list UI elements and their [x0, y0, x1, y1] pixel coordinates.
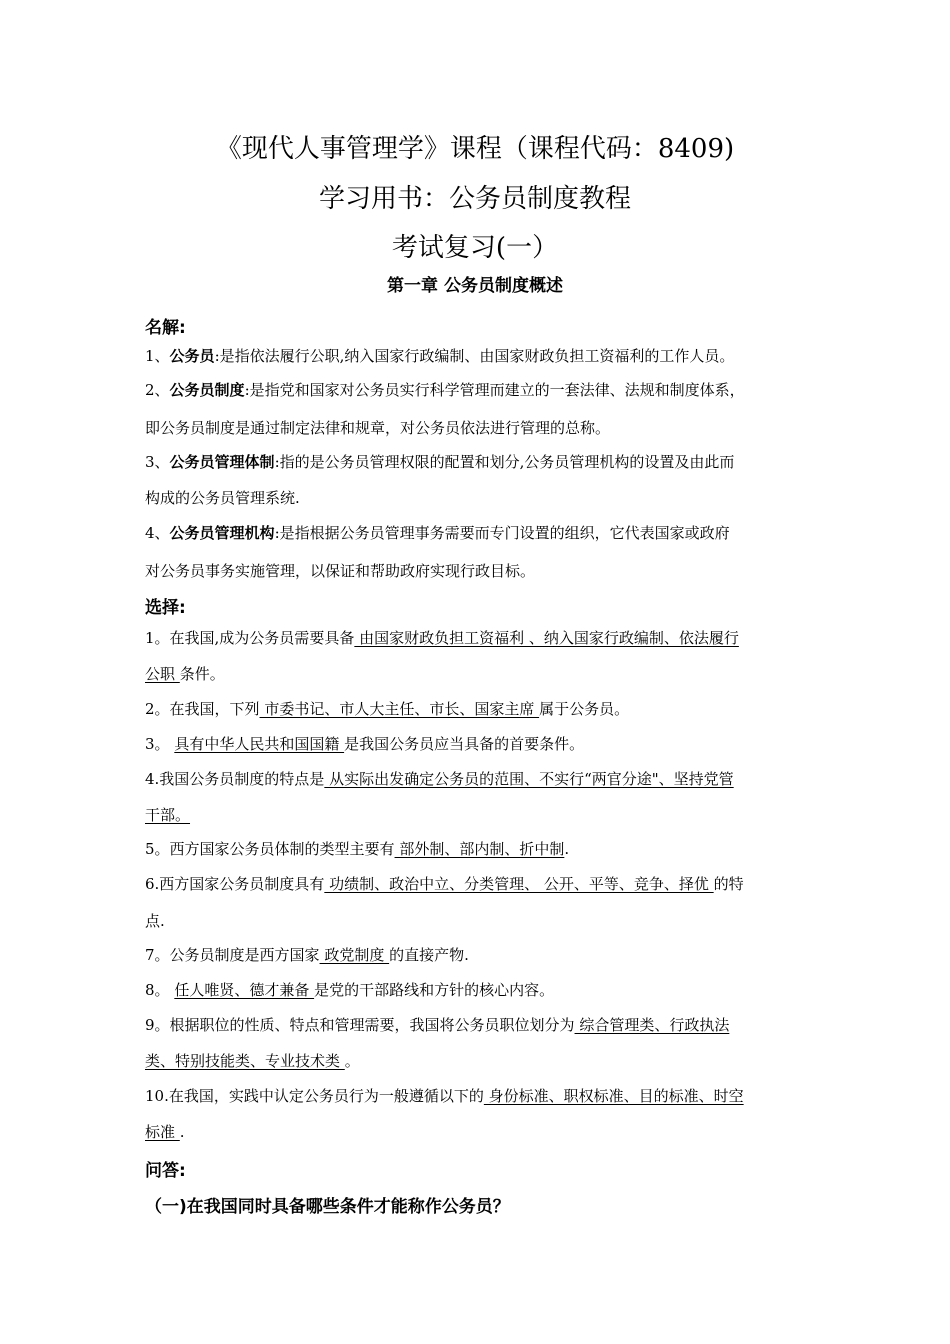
choice-question: 10.在我国，实践中认定公务员行为一般遵循以下的 身份标准、职权标准、目的标准、时空 [145, 1087, 744, 1105]
choice-question: 1。在我国,成为公务员需要具备 由国家财政负担工资福利 、纳入国家行政编制、依法履行 [145, 629, 739, 647]
choice-question-continued [145, 804, 190, 826]
qa-question: （一)在我国同时具备哪些条件才能称作公务员？ [145, 1197, 510, 1217]
choice-question: 5。西方国家公务员体制的类型主要有 部外制、部内制、折中制. [145, 840, 570, 858]
answer-blank: 具有中华人民共和国国籍 [174, 735, 345, 753]
qa-heading: 问答: [145, 1161, 186, 1181]
answer-blank: 政党制度 [319, 946, 390, 964]
choice-question: 3。 具有中华人民共和国国籍 是我国公务员应当具备的首要条件。 [145, 735, 585, 753]
answer-blank: 部外制、部内制、折中制 [394, 840, 565, 858]
choice-question-continued: 公职 条件。 [145, 665, 225, 683]
choice-question: 9。根据职位的性质、特点和管理需要，我国将公务员职位划分为 综合管理类、行政执法 [145, 1016, 730, 1034]
terms-heading: 名解: [145, 318, 186, 338]
answer-blank: 干部。 [145, 806, 191, 824]
answer-blank: 由国家财政负担工资福利 、纳入国家行政编制、依法履行 [354, 629, 739, 647]
choices-heading: 选择: [145, 598, 186, 618]
choice-question-continued: 点. [145, 912, 165, 930]
term-definition-continued: 对公务员事务实施管理，以保证和帮助政府实现行政目标。 [145, 562, 536, 580]
choice-question-continued: 标准 . [145, 1123, 185, 1141]
term-definition: 4、公务员管理机构:是指根据公务员管理事务需要而专门设置的组织，它代表国家或政府 [145, 524, 730, 542]
term-definition: 1、公务员:是指依法履行公职,纳入国家行政编制、由国家财政负担工资福利的工作人员。 [145, 347, 735, 365]
choice-question: 2。在我国，下列 市委书记、市人大主任、市长、国家主席 属于公务员。 [145, 700, 630, 718]
answer-blank: 综合管理类、行政执法 [574, 1016, 730, 1034]
term-definition-continued: 构成的公务员管理系统. [145, 489, 300, 507]
answer-blank: 任人唯贤、德才兼备 [174, 981, 315, 999]
choice-question-continued: 类、特别技能类、专业技术类 。 [145, 1052, 360, 1070]
course-title: 《现代人事管理学》课程（课程代码：8409) [215, 134, 735, 164]
choice-question: 8。 任人唯贤、德才兼备 是党的干部路线和方针的核心内容。 [145, 981, 555, 999]
textbook-title: 学习用书：公务员制度教程 [318, 184, 631, 214]
answer-blank: 市委书记、市人大主任、市长、国家主席 [259, 700, 540, 718]
chapter-heading: 第一章 公务员制度概述 [387, 276, 563, 296]
exam-review-title: 考试复习(一） [391, 233, 559, 263]
term-definition: 2、公务员制度:是指党和国家对公务员实行科学管理而建立的一套法律、法规和制度体系， [145, 381, 745, 399]
answer-blank: 功绩制、政治中立、分类管理、 公开、平等、竞争、择优 [324, 875, 714, 893]
term-definition-continued: 即公务员制度是通过制定法律和规章，对公务员依法进行管理的总称。 [145, 419, 611, 437]
answer-blank: 类、特别技能类、专业技术类 [145, 1052, 345, 1070]
choice-question: 6.西方国家公务员制度具有 功绩制、政治中立、分类管理、 公开、平等、竞争、择优 的特 [145, 875, 744, 893]
answer-blank: 身份标准、职权标准、目的标准、时空 [483, 1087, 744, 1105]
choice-question: 7。公务员制度是西方国家 政党制度 的直接产物. [145, 946, 469, 964]
answer-blank: 从实际出发确定公务员的范围、不实行“两官分途"、坚持党管 [324, 770, 734, 788]
answer-blank: 标准 [145, 1123, 180, 1141]
answer-blank: 公职 [145, 665, 180, 683]
choice-question: 4.我国公务员制度的特点是 从实际出发确定公务员的范围、不实行“两官分途"、坚持党管 [145, 770, 734, 788]
term-definition: 3、公务员管理体制:指的是公务员管理权限的配置和划分,公务员管理机构的设置及由此而 [145, 453, 735, 471]
